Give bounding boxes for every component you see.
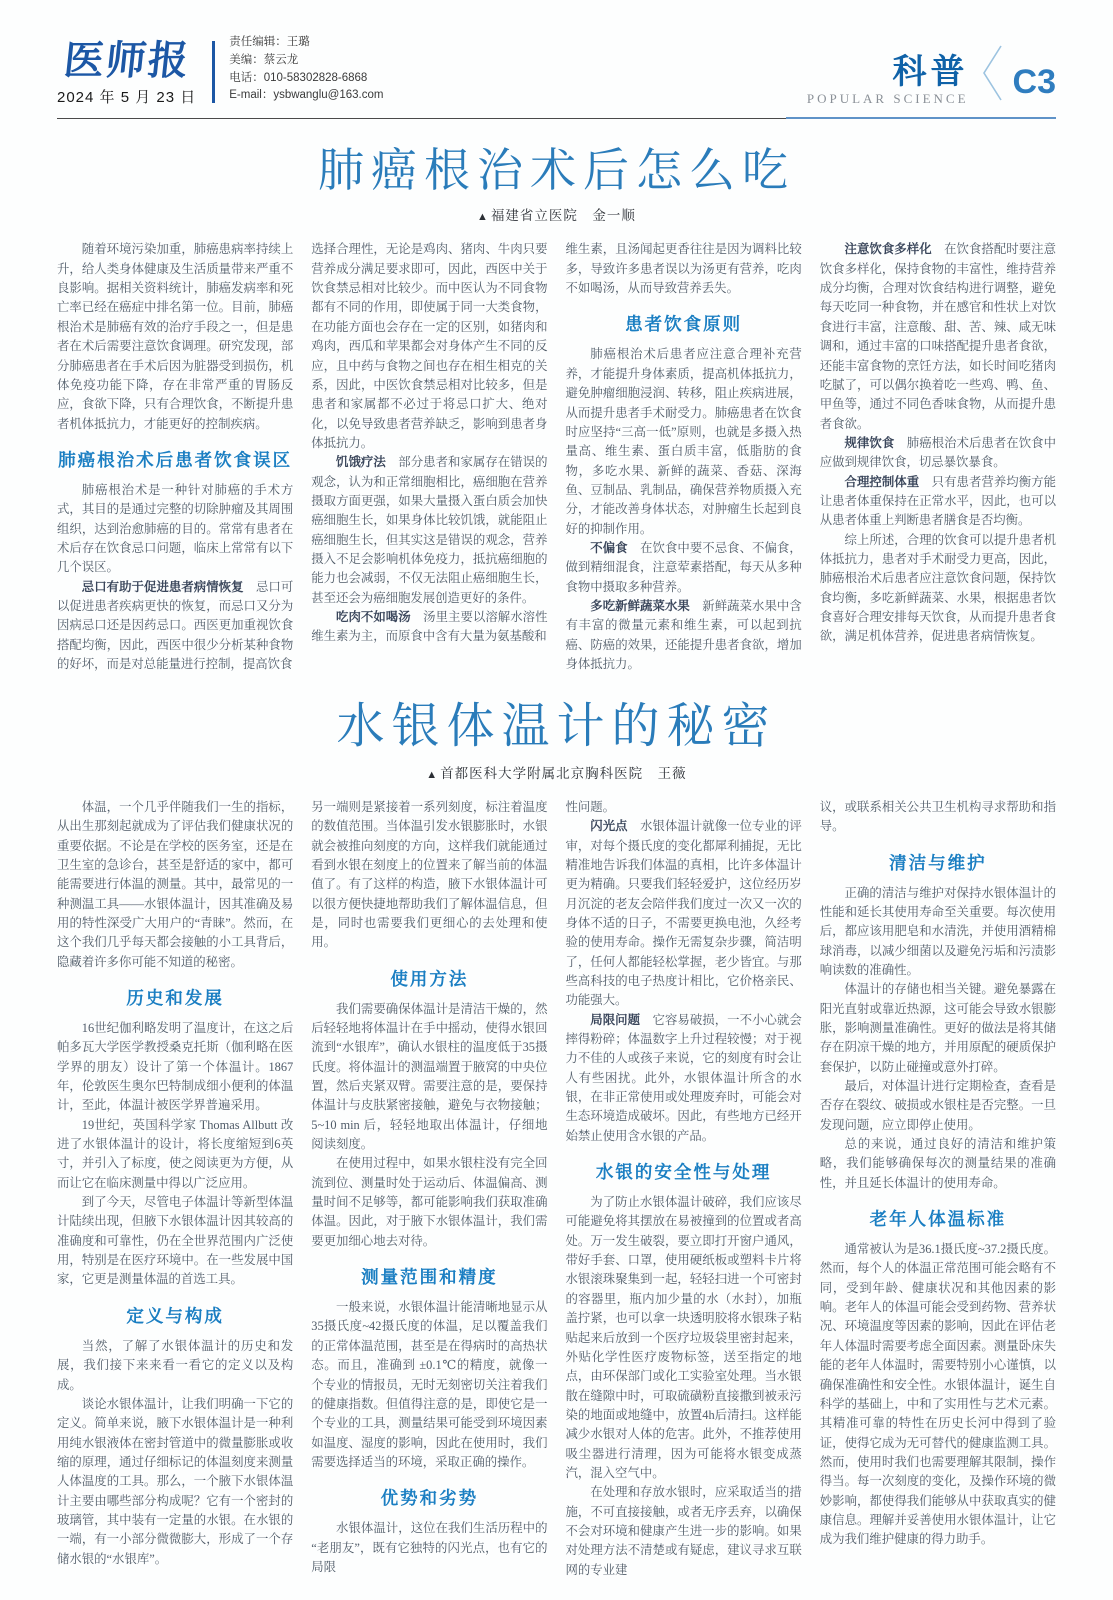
paragraph: 闪光点 水银体温计就像一位专业的评审，对每个摄氏度的变化都犀利捕捉，无比精准地告诉我们体温的真相，比许多体温计更为精确。只要我们轻轻爱护，这位经历岁月沉淀的老友会陪伴我们度过一次又一次的身体不适的日子，不需要更换电池，久经考验的使用寿命。操作无需复杂步骤，简洁明了，任何人都能轻松掌握，老少皆宜。与那些高科技的电子热度计相比，它价格亲民、功能强大。 [565, 819, 802, 1008]
phone-line: 电话：010-58302828-6868 [229, 71, 368, 84]
paragraph: 当然，了解了水银体温计的历史和发展，我们接下来来看一看它的定义以及构成。 [57, 1338, 294, 1392]
paragraph-lead: 闪光点 [590, 819, 628, 834]
paragraph: 合理控制体重 只有患者营养均衡方能让患者体重保持在正常水平，因此，也可以从患者体重上判断患者膳食是否均衡。 [819, 474, 1057, 528]
paragraph: 饥饿疗法 部分患者和家属存在错误的观念，认为和正常细胞相比，癌细胞在营养摄取方面更强，如果大量摄入蛋白质会加快癌细胞生长，如果身体比较饥饿，就能阻止癌细胞生长，但其实这是错误的观念，营养摄入不足会影响机体免疫力，抵抗癌细胞的能力也会减弱，不仅无法阻止癌细胞生长，甚至还会为癌细胞发展创造更好的条件。 [311, 455, 548, 605]
section-name-en: POPULAR SCIENCE [806, 91, 969, 107]
masthead-left [57, 40, 196, 107]
article-byline [57, 762, 1056, 782]
section-heading: 测量范围和精度 [361, 1267, 498, 1288]
article-title: 肺癌根治术后怎么吃 [318, 144, 795, 197]
paragraph: 正确的清洁与维护对保持水银体温计的性能和延长其使用寿命至关重要。每次使用后，都应该用肥皂和水清洗，并使用酒精棉球消毒，以减少细菌以及避免污垢和污渍影响读数的准确性。 [819, 885, 1056, 977]
masthead-right [807, 44, 1056, 107]
paragraph: 综上所述，合理的饮食可以提升患者机体抵抗力，患者对手术耐受力更高，因此，肺癌根治术后患者应注意饮食问题，保持饮食均衡，多吃新鲜蔬菜、水果，根据患者饮食喜好合理安排每天饮食，从而提升患者食欲，满足机体营养，促进患者病情恢复。 [819, 532, 1056, 644]
paragraph: 另一端则是紧接着一系列刻度，标注着温度的数值范围。当体温引发水银膨胀时，水银就会被推向刻度的方向，这样我们就能通过看到水银在刻度上的位置来了解当前的体温值了。有了这样的构造，腋下水银体温计可以很方便快捷地帮助我们了解体温信息，但是，同时也需要我们更细心的去处理和使用。 [311, 799, 548, 950]
paragraph: 性问题。 [565, 799, 616, 814]
paragraph: 多吃新鲜蔬菜水果 新鲜蔬菜水果中含有丰富的微量元素和维生素，可以起到抗癌、防癌的效果，还能提升患者食欲，增加身体抵抗力。 [565, 598, 802, 671]
paragraph: 随着环境污染加重，肺癌患病率持续上升，给人类身体健康及生活质量带来严重不良影响。据相关资料统计，肺癌发病率和死亡率已经在癌症中排名第一位。目前，肺癌根治术是肺癌有效的治疗手段之一，但是患者在术后需要注意饮食调理。研究发现，部分肺癌患者在手术后因为脏器受到损伤，机体免疫功能下降，存在非常严重的胃肠反应，食欲下降，只有合理饮食，不断提升患者机体抵抗力，才能更好的控制疾病。 [57, 242, 294, 431]
article-column [566, 798, 802, 1580]
article-column [820, 240, 1056, 674]
paragraph-lead: 规律饮食 [844, 435, 895, 450]
masthead-divider [212, 41, 215, 103]
paragraph: 水银体温计，这位在我们生活历程中的“老朋友”，既有它独特的闪光点，也有它的局限 [311, 1521, 548, 1574]
section-title-block [807, 55, 969, 107]
paragraph: 体温计的存储也相当关键。避免暴露在阳光直射或靠近热源，这可能会导致水银膨胀，影响测量准确性。更好的做法是将其储存在阴凉干燥的地方，并用原配的硬质保护套保护，以防止碰撞或意外打碎。 [819, 982, 1056, 1074]
paragraph: 议，或联系相关公共卫生机构寻求帮助和指导。 [819, 799, 1056, 834]
paragraph: 到了今天，尽管电子体温计等新型体温计陆续出现，但腋下水银体温计因其较高的准确度和可靠性，仍在全世界范围内广泛使用，特别是在医疗环境中。在一些发展中国家，它更是测量体温的首选工具。 [57, 1195, 294, 1287]
paragraph: 局限问题 它容易破损，一不小心就会摔得粉碎；体温数字上升过程较慢；对于视力不佳的人或孩子来说，它的刻度有时会让人有些困扰。此外，水银体温计所含的水银，在非正常使用或处理废弃时，可能会对生态环境造成破坏。因此，有些地方已经开始禁止使用含水银的产品。 [565, 1012, 802, 1143]
paragraph: 19世纪，英国科学家 Thomas Allbutt 改进了水银体温计的设计，将长度缩短到6英寸，并引入了标度，使之阅读更为方便，从而让它在临床测量中得以广泛应用。 [57, 1117, 294, 1190]
paragraph: 为了防止水银体温计破碎，我们应该尽可能避免将其摆放在易被撞到的位置或者高处。万一发生破裂，要立即打开窗户通风，带好手套、口罩，使用硬纸板或塑料卡片将水银滚珠聚集到一起，轻轻扫进一个可密封的容器里，瓶内加少量的水（水封），加瓶盖拧紧，也可以拿一块透明胶将水银珠子粘贴起来后放到一个医疗垃圾袋里密封起来，外贴化学性医疗废物标签，送至指定的地点，由环保部门或化工实验室处理。当水银散在缝隙中时，可取硫磺粉直接撒到被汞污染的地面或地缝中，放置4h后清扫。这样能减少水银对人体的危害。此外，不推荐使用吸尘器进行清理，因为可能将水银变成蒸汽，混入空气中。 [565, 1195, 802, 1480]
paragraph-lead: 局限问题 [590, 1012, 641, 1027]
paragraph: 谈论水银体温计，让我们明确一下它的定义。简单来说，腋下水银体温计是一种利用纯水银液体在密封管道中的微量膨胀或收缩的原理，通过仔细标记的体温刻度来测量人体温度的工具。那么，一个腋下水银体温计主要由哪些部分构成呢？它有一个密封的玻璃管，其中装有一定量的水银。在水银的一端，有一小部分微微膨大，形成了一个存储水银的“水银库”。 [57, 1396, 294, 1566]
byline-text: 首都医科大学附属北京胸科医院 王薇 [440, 765, 687, 781]
designer-line: 美编：蔡云龙 [229, 53, 299, 66]
section-heading: 水银的安全性与处理 [595, 1162, 772, 1183]
article-column [57, 240, 293, 674]
paragraph-lead: 饥饿疗法 [336, 455, 386, 470]
masthead-rule [57, 117, 1056, 119]
article-title: 水银体温计的秘密 [336, 700, 777, 754]
paragraph: 一般来说，水银体温计能清晰地显示从35摄氏度~42摄氏度的体温，足以覆盖我们的正常体温范围，甚至是在得病时的高热状态。而且，准确到 ±0.1℃的精度，就像一个专业的情报员，无时无刻密切关注着我们的健康指数。但值得注意的是，即使它是一个专业的工具，测量结果可能受到环境因素如温度、湿度的影响，因此在使用时，我们需要选择适当的环境，采取正确的操作。 [311, 1300, 548, 1469]
byline-triangle-icon: ▲ [426, 768, 439, 781]
paragraph: 维生素，且汤闻起更香往往是因为调料比较多，导致许多患者误以为汤更有营养，吃肉不如喝汤，从而导致营养丢失。 [565, 242, 802, 296]
paragraph: 注意饮食多样化 在饮食搭配时要注意饮食多样化，保持食物的丰富性，维持营养成分均衡，合理对饮食结构进行调整，避免每天吃同一种食物，并在感官和性状上对饮食进行丰富，注意酸、甜、苦、辣、咸无味调和，通过丰富的口味搭配提升患者食欲，还能丰富食物的烹饪方法，如长时间吃猪肉吃腻了，可以偶尔换着吃一些鸡、鸭、鱼、甲鱼等，通过不同色香味食物，从而提升患者食欲。 [819, 242, 1057, 431]
issue-date: 2024 年 5 月 23 日 [57, 89, 197, 107]
paragraph: 总的来说，通过良好的清洁和维护策略，我们能够确保每次的测量结果的准确性，并且延长体温计的使用寿命。 [819, 1137, 1056, 1190]
section-heading: 老年人体温标准 [869, 1209, 1007, 1230]
paragraph: 吃肉不如喝汤 汤里主要以溶解水溶性维生素为主，而原食中含有大量为氨基酸和 [311, 609, 548, 644]
paragraph-lead: 注意饮食多样化 [844, 242, 932, 257]
article-column [57, 798, 293, 1580]
section-heading: 肺癌根治术后患者饮食误区 [58, 449, 293, 470]
section-heading: 清洁与维护 [889, 852, 987, 873]
article-column [311, 240, 547, 674]
section-heading: 使用方法 [390, 968, 469, 989]
paragraph: 最后，对体温计进行定期检查，查看是否存在裂纹、破损或水银柱是否完整。一旦发现问题，应立即停止使用。 [819, 1079, 1056, 1132]
section-heading: 患者饮食原则 [625, 314, 743, 335]
article-columns [57, 240, 1056, 674]
section-heading: 定义与构成 [126, 1305, 224, 1326]
byline-triangle-icon: ▲ [477, 211, 489, 224]
editor-line: 责任编辑：王璐 [229, 36, 310, 48]
paragraph-lead: 忌口有助于促进患者病情恢复 [81, 579, 244, 594]
article-column [311, 798, 547, 1580]
paragraph: 规律饮食 肺癌根治术后患者在饮食中应做到规律饮食，切忌暴饮暴食。 [819, 435, 1056, 470]
paragraph: 我们需要确保体温计是清洁干燥的，然后轻轻地将体温计在手中摇动，使得水银回流到“水银库”，确认水银柱的温度低于35摄氏度。将体温计的测温端置于腋窝的中央位置，然后夹紧双臂。需要注意的是，要保持体温计与皮肤紧密接触，避免与衣物接触；5~10 min 后，轻轻地取出体温计，仔细地阅读刻度。 [311, 1001, 548, 1152]
paragraph: 忌口有助于促进患者病情恢复 忌口可以促进患者疾病更快的恢复，而忌口又分为因病忌口还是因药忌口。西医更加重视饮食搭配均衡，因此，西医中很少分析某种食物的好坏，而是对总能量进行控制，提高饮食 [57, 579, 294, 671]
article-byline [57, 204, 1056, 224]
article-mercury-thermometer [57, 698, 1056, 1580]
masthead [57, 34, 1056, 107]
paragraph: 体温，一个几乎伴随我们一生的指标，从出生那刻起就成为了评估我们健康状况的重要依据。不论是在学校的医务室，还是在卫生室的急诊台，甚至是舒适的家中，都可能需要进行体温的测量。其中，最常见的一种测温工具——水银体温计，因其准确及易用的特性深受广大用户的“青睐”。然而，在这个我们几乎每天都会接触的小工具背后，隐藏着许多你可能不知道的秘密。 [57, 799, 294, 969]
email-line: E-mail：ysbwanglu@163.com [229, 89, 384, 102]
article-columns [57, 798, 1056, 1580]
paragraph: 在使用过程中，如果水银柱没有完全回流到位、测量时处于运动后、体温偏高、测量时间不足够等，都可能影响我们获取准确体温。因此，对于腋下水银体温计，我们需要更加细心地去对待。 [311, 1156, 548, 1248]
paragraph: 在处理和存放水银时，应采取适当的措施，不可直接接触，或者无序丢弃，以确保不会对环境和健康产生进一步的影响。如果对处理方法不清楚或有疑虑，建议寻求互联网的专业建 [565, 1485, 802, 1577]
article-column [566, 240, 802, 674]
paragraph-lead: 多吃新鲜蔬菜水果 [590, 598, 690, 613]
byline-text: 福建省立医院 金一顺 [490, 208, 636, 224]
section-name-cn: 科普 [892, 53, 969, 92]
paragraph-lead: 合理控制体重 [844, 474, 920, 489]
section-heading: 优势和劣势 [380, 1488, 479, 1509]
paragraph: 16世纪伽利略发明了温度计，在这之后帕多瓦大学医学教授桑克托斯（伽利略在医学界的朋友）设计了第一个体温计。1867年，伦敦医生奥尔巴特制成细小便利的体温计，至此，体温计被医学界普遍采用。 [57, 1021, 294, 1113]
paragraph-lead: 不偏食 [590, 540, 628, 555]
chevron-left-icon [981, 44, 1003, 107]
paragraph: 选择合理性，无论是鸡肉、猪肉、牛肉只要营养成分满足要求即可，因此，西医中关于饮食禁忌相对比较少。而中医认为不同食物都有不同的作用，即使属于同一大类食物，在功能方面也会存在一定的区别，如猪肉和鸡肉，西瓜和苹果都会对身体产生不同的反应，且中药与食物之间也存在相生相克的关系，因此，中医饮食禁忌相对比较多，但是患者和家属都不必过于将忌口扩大、绝对化，以免导致患者营养缺乏，影响到患者身体抵抗力。 [311, 242, 548, 450]
newspaper-logo: 医师报 [61, 39, 192, 84]
paragraph: 通常被认为是36.1摄氏度~37.2摄氏度。然而，每个人的体温正常范围可能会略有不同，受到年龄、健康状况和其他因素的影响。老年人的体温可能会受到药物、营养状况、环境温度等因素的影响，因此在评估老年人体温时需要考虑全面因素。测量卧床失能的老年人体温时，需要特别小心谨慎，以确保准确性和安全性。水银体温计，诞生自科学的基础上，中和了实用性与艺术元素。其精准可靠的特性在历史长河中得到了验证，使得它成为无可替代的健康监测工具。然而，使用时我们也需要理解其限制，操作得当。每一次刻度的变化，及操作环境的微妙影响，都使得我们能够从中获取真实的健康信息。理解并妥善使用水银体温计，让它成为我们维护健康的得力助手。 [819, 1242, 1056, 1547]
article-lung-cancer-diet [57, 143, 1056, 674]
article-column [820, 798, 1056, 1580]
section-heading: 历史和发展 [126, 988, 224, 1008]
masthead-contact-block [229, 34, 383, 107]
paragraph-lead: 吃肉不如喝汤 [336, 609, 411, 624]
paragraph: 不偏食 在饮食中要不忌食、不偏食，做到精细混食，注意荤素搭配，每天从多种食物中摄取多种营养。 [565, 540, 802, 594]
paragraph: 肺癌根治术后患者应注意合理补充营养，才能提升身体素质，提高机体抵抗力，避免肿瘤细胞浸润、转移，阻止疾病进展，从而提升患者手术耐受力。肺癌患者在饮食时应坚持“三高一低”原则，也就是多摄入热量高、维生素、蛋白质丰富，低脂肪的食物，多吃水果、新鲜的蔬菜、香菇、深海鱼、豆制品、乳制品，确保营养物质摄入充分，才能改善身体状态，对肿瘤生长起到良好的抑制作用。 [565, 347, 802, 536]
masthead-rule-dark [57, 118, 786, 119]
masthead-rule-blue [786, 117, 1056, 119]
paragraph: 肺癌根治术是一种针对肺癌的手术方式，其目的是通过完整的切除肿瘤及其周围组织，达到治愈肺癌的目的。常常有患者在术后存在饮食忌口问题，临床上常常有以下几个误区。 [57, 482, 294, 575]
page-number: C3 [1012, 63, 1056, 102]
